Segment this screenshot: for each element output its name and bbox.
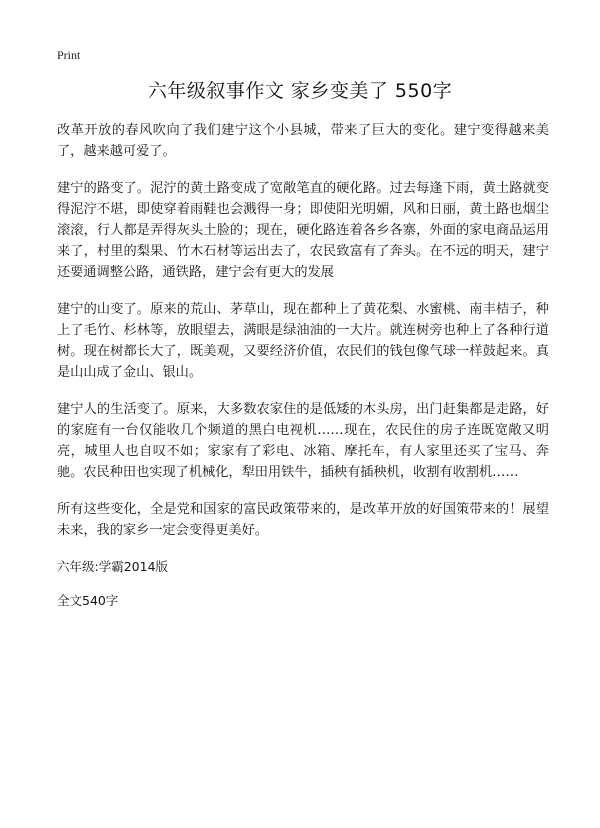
paragraph-intro: 改革开放的春风吹向了我们建宁这个小县城，带来了巨大的变化。建宁变得越来美了，越来越可爱了。 [57, 123, 549, 159]
paragraph-life: 建宁人的生活变了。原来，大多数农家住的是低矮的木头房，出门赶集都是走路，好的家庭有一台仅能收几个频道的黑白电视机……现在，农民住的房子连既宽敞又明亮，城里人也自叹不如；家家有了彩电、冰箱、摩托车，有人家里还买了宝马、奔驰。农民种田也实现了机械化，犁田用铁牛，插秧有插秧机，收割有收割机…… [57, 402, 549, 480]
word-count: 全文540字 [57, 593, 119, 608]
paragraph-roads: 建宁的路变了。泥泞的黄土路变成了宽敞笔直的硬化路。过去每逢下雨，黄土路就变得泥泞不堪，即使穿着雨鞋也会溅得一身；即使阳光明媚，风和日丽，黄土路也烟尘滚滚，行人都是弄得灰头土脸的；现在，硬化路连着各乡各寨，外面的家电商品运用来了，村里的梨果、竹木石材等运出去了，农民致富有了奔头。在不远的明天，建宁还要通调整公路，通铁路，建宁会有更大的发展 [57, 181, 549, 280]
paragraph-mountains: 建宁的山变了。原来的荒山、茅草山，现在都种上了黄花梨、水蜜桃、南丰桔子，种上了毛竹、杉林等，放眼望去，满眼是绿油油的一大片。就连树旁也种上了各种行道树。现在树都长大了，既美观，又要经济价值，农民们的钱包像气球一样鼓起来。真是山山成了金山、银山。 [57, 302, 549, 380]
print-link[interactable]: Print [57, 48, 81, 62]
source-label: 六年级:学霸2014版 [57, 559, 169, 574]
paragraph-conclusion: 所有这些变化，全是党和国家的富民政策带来的，是改革开放的好国策带来的！展望未来，我的家乡一定会变得更美好。 [57, 502, 549, 538]
article-title: 六年级叙事作文 家乡变美了 550字 [147, 80, 453, 102]
article-body [57, 120, 549, 625]
